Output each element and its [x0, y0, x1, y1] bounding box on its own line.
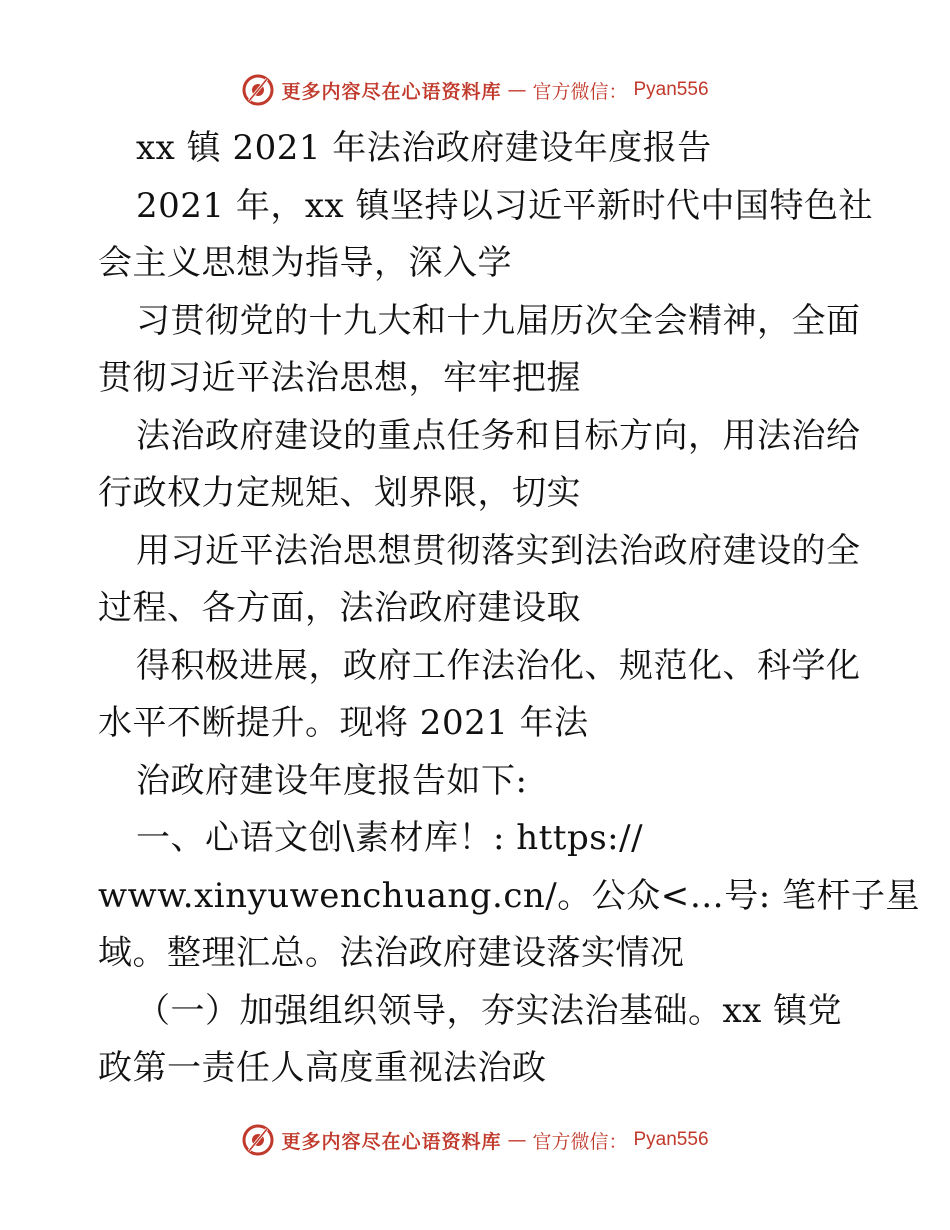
paragraph-line: 过程、各方面，法治政府建设取 — [98, 588, 581, 628]
paragraph-line: www.xinyuwenchuang.cn/。公众<…号: 笔杆子星 — [98, 875, 920, 916]
paragraph-line: 治政府建设年度报告如下: — [136, 760, 528, 801]
paragraph-line: 政第一责任人高度重视法治政 — [98, 1048, 547, 1088]
document-title: xx 镇 2021 年法治政府建设年度报告 — [136, 128, 712, 168]
banner-wechat-label: 官方微信： — [532, 80, 628, 103]
brand-logo-icon — [241, 73, 275, 107]
banner-brand-text: 更多内容尽在心语资料库 — [281, 1130, 502, 1153]
paragraph-line: 会主义思想为指导，深入学 — [98, 243, 512, 283]
paragraph-line: 行政权力定规矩、划界限，切实 — [98, 473, 581, 513]
paragraph-line: 习贯彻党的十九大和十九届历次全会精神，全面 — [136, 300, 861, 341]
section-heading-line: 一、心语文创\素材库！: https:// — [136, 818, 644, 858]
footer-banner — [0, 1120, 950, 1160]
banner-brand-text: 更多内容尽在心语资料库 — [281, 80, 502, 103]
paragraph-line: 法治政府建设的重点任务和目标方向，用法治给 — [136, 415, 861, 456]
document-body — [98, 120, 920, 1098]
banner-separator: — — [507, 79, 527, 101]
paragraph-line: 2021 年，xx 镇坚持以习近平新时代中国特色社 — [136, 185, 873, 226]
banner-wechat-id: Pyan556 — [633, 79, 709, 100]
banner-wechat-label: 官方微信： — [532, 1130, 628, 1153]
banner-separator: — — [507, 1129, 527, 1151]
paragraph-line: 水平不断提升。现将 2021 年法 — [98, 703, 589, 743]
brand-logo-icon — [241, 1123, 275, 1157]
paragraph-line: 域。整理汇总。法治政府建设落实情况 — [98, 933, 685, 973]
subsection-heading-line: （一）加强组织领导，夯实法治基础。xx 镇党 — [136, 990, 843, 1031]
paragraph-line: 用习近平法治思想贯彻落实到法治政府建设的全 — [136, 530, 861, 571]
paragraph-line: 贯彻习近平法治思想，牢牢把握 — [98, 358, 581, 398]
header-banner — [0, 70, 950, 110]
banner-wechat-id: Pyan556 — [633, 1129, 709, 1150]
paragraph-line: 得积极进展，政府工作法治化、规范化、科学化 — [136, 645, 861, 686]
